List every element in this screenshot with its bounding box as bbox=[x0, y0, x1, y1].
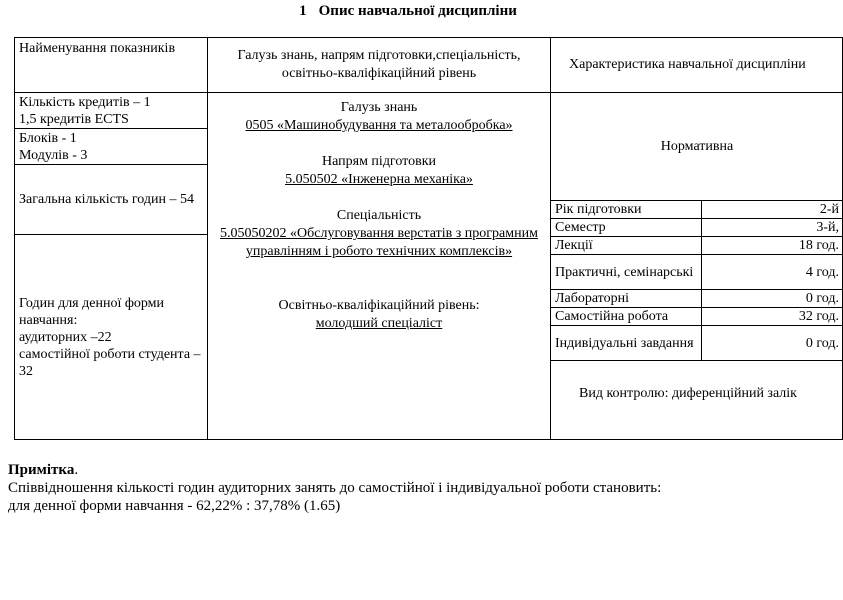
field-value: 0505 «Машинобудування та металообробка» bbox=[245, 118, 513, 133]
char-row bbox=[551, 237, 843, 255]
section-title-text: Опис навчальної дисципліни bbox=[318, 3, 517, 19]
self-work-hours: самостійної роботи студента – 32 bbox=[19, 346, 201, 379]
status-cell bbox=[551, 93, 843, 201]
credits-text: Кількість кредитів – 1 bbox=[19, 94, 151, 110]
char-row bbox=[551, 308, 843, 326]
section-number: 1 bbox=[299, 3, 307, 19]
specialty-value: 5.05050202 «Обслуговування верстатів з програмним управлінням і робото технічних комплексів» bbox=[220, 226, 538, 259]
note-label: Примітка bbox=[8, 462, 75, 478]
blocks-text: Блоків - 1 bbox=[19, 130, 77, 146]
char-label: Практичні, семінарські bbox=[551, 255, 701, 290]
char-value: 0 год. bbox=[701, 290, 843, 308]
char-row bbox=[551, 326, 843, 361]
daily-form-label: Годин для денної форми навчання: bbox=[19, 295, 165, 328]
description-table-frame bbox=[14, 37, 840, 443]
char-label: Самостійна робота bbox=[551, 308, 701, 326]
credits-cell bbox=[15, 93, 207, 129]
char-label: Індивідуальні завдання bbox=[551, 326, 701, 361]
body-row bbox=[15, 93, 843, 440]
header-row bbox=[15, 38, 843, 93]
indicators-list bbox=[15, 93, 207, 439]
char-value: 0 год. bbox=[701, 326, 843, 361]
header-field: Галузь знань, напрям підготовки,спеціальність, освітньо-кваліфікаційний рівень bbox=[208, 38, 551, 93]
note-block: Примітка. Співвідношення кількості годин аудиторних занять до самостійної і індивідуальної роботи становить: для денної форми навчання - 62,22% : 37,78% (1.65) bbox=[8, 462, 662, 514]
field-label: Галузь знань bbox=[340, 100, 418, 115]
level-value: молодший спеціаліст bbox=[315, 316, 443, 331]
char-row bbox=[551, 290, 843, 308]
char-row bbox=[551, 255, 843, 290]
control-cell bbox=[551, 361, 843, 438]
char-label: Лекції bbox=[551, 237, 701, 255]
char-row bbox=[551, 219, 843, 237]
characteristics-table bbox=[551, 93, 843, 437]
char-row bbox=[551, 201, 843, 219]
header-characteristics: Характеристика навчальної дисципліни bbox=[551, 38, 843, 93]
char-value: 18 год. bbox=[701, 237, 843, 255]
note-line-2: для денної форми навчання - 62,22% : 37,78% (1.65) bbox=[8, 498, 341, 514]
indicators-cell bbox=[15, 93, 208, 440]
modules-text: Модулів - 3 bbox=[19, 147, 88, 163]
char-value: 32 год. bbox=[701, 308, 843, 326]
ects-text: 1,5 кредитів ECTS bbox=[19, 111, 129, 127]
specialty-label: Спеціальність bbox=[336, 208, 422, 223]
char-value: 4 год. bbox=[701, 255, 843, 290]
char-label: Семестр bbox=[551, 219, 701, 237]
total-hours-cell bbox=[15, 165, 207, 235]
field-cell bbox=[208, 93, 551, 440]
daily-hours-cell bbox=[15, 235, 207, 440]
blocks-cell bbox=[15, 129, 207, 165]
char-value: 3-й, bbox=[701, 219, 843, 237]
status-text: Нормативна bbox=[660, 139, 734, 154]
section-title bbox=[0, 2, 816, 20]
auditory-hours: аудиторних –22 bbox=[19, 329, 112, 345]
control-text: Вид контролю: диференційний залік bbox=[579, 386, 797, 401]
description-table bbox=[14, 37, 843, 440]
direction-value: 5.050502 «Інженерна механіка» bbox=[285, 172, 473, 187]
level-label: Освітньо-кваліфікаційний рівень: bbox=[278, 298, 480, 313]
char-label: Лабораторні bbox=[551, 290, 701, 308]
total-hours-text: Загальна кількість годин – 54 bbox=[19, 192, 194, 207]
char-label: Рік підготовки bbox=[551, 201, 701, 219]
note-line-1: Співвідношення кількості годин аудиторних занять до самостійної і індивідуальної роботи становить: bbox=[8, 480, 662, 496]
char-value: 2-й bbox=[701, 201, 843, 219]
characteristics-cell bbox=[551, 93, 843, 440]
header-indicators: Найменування показників bbox=[15, 38, 208, 93]
direction-label: Напрям підготовки bbox=[322, 154, 436, 169]
